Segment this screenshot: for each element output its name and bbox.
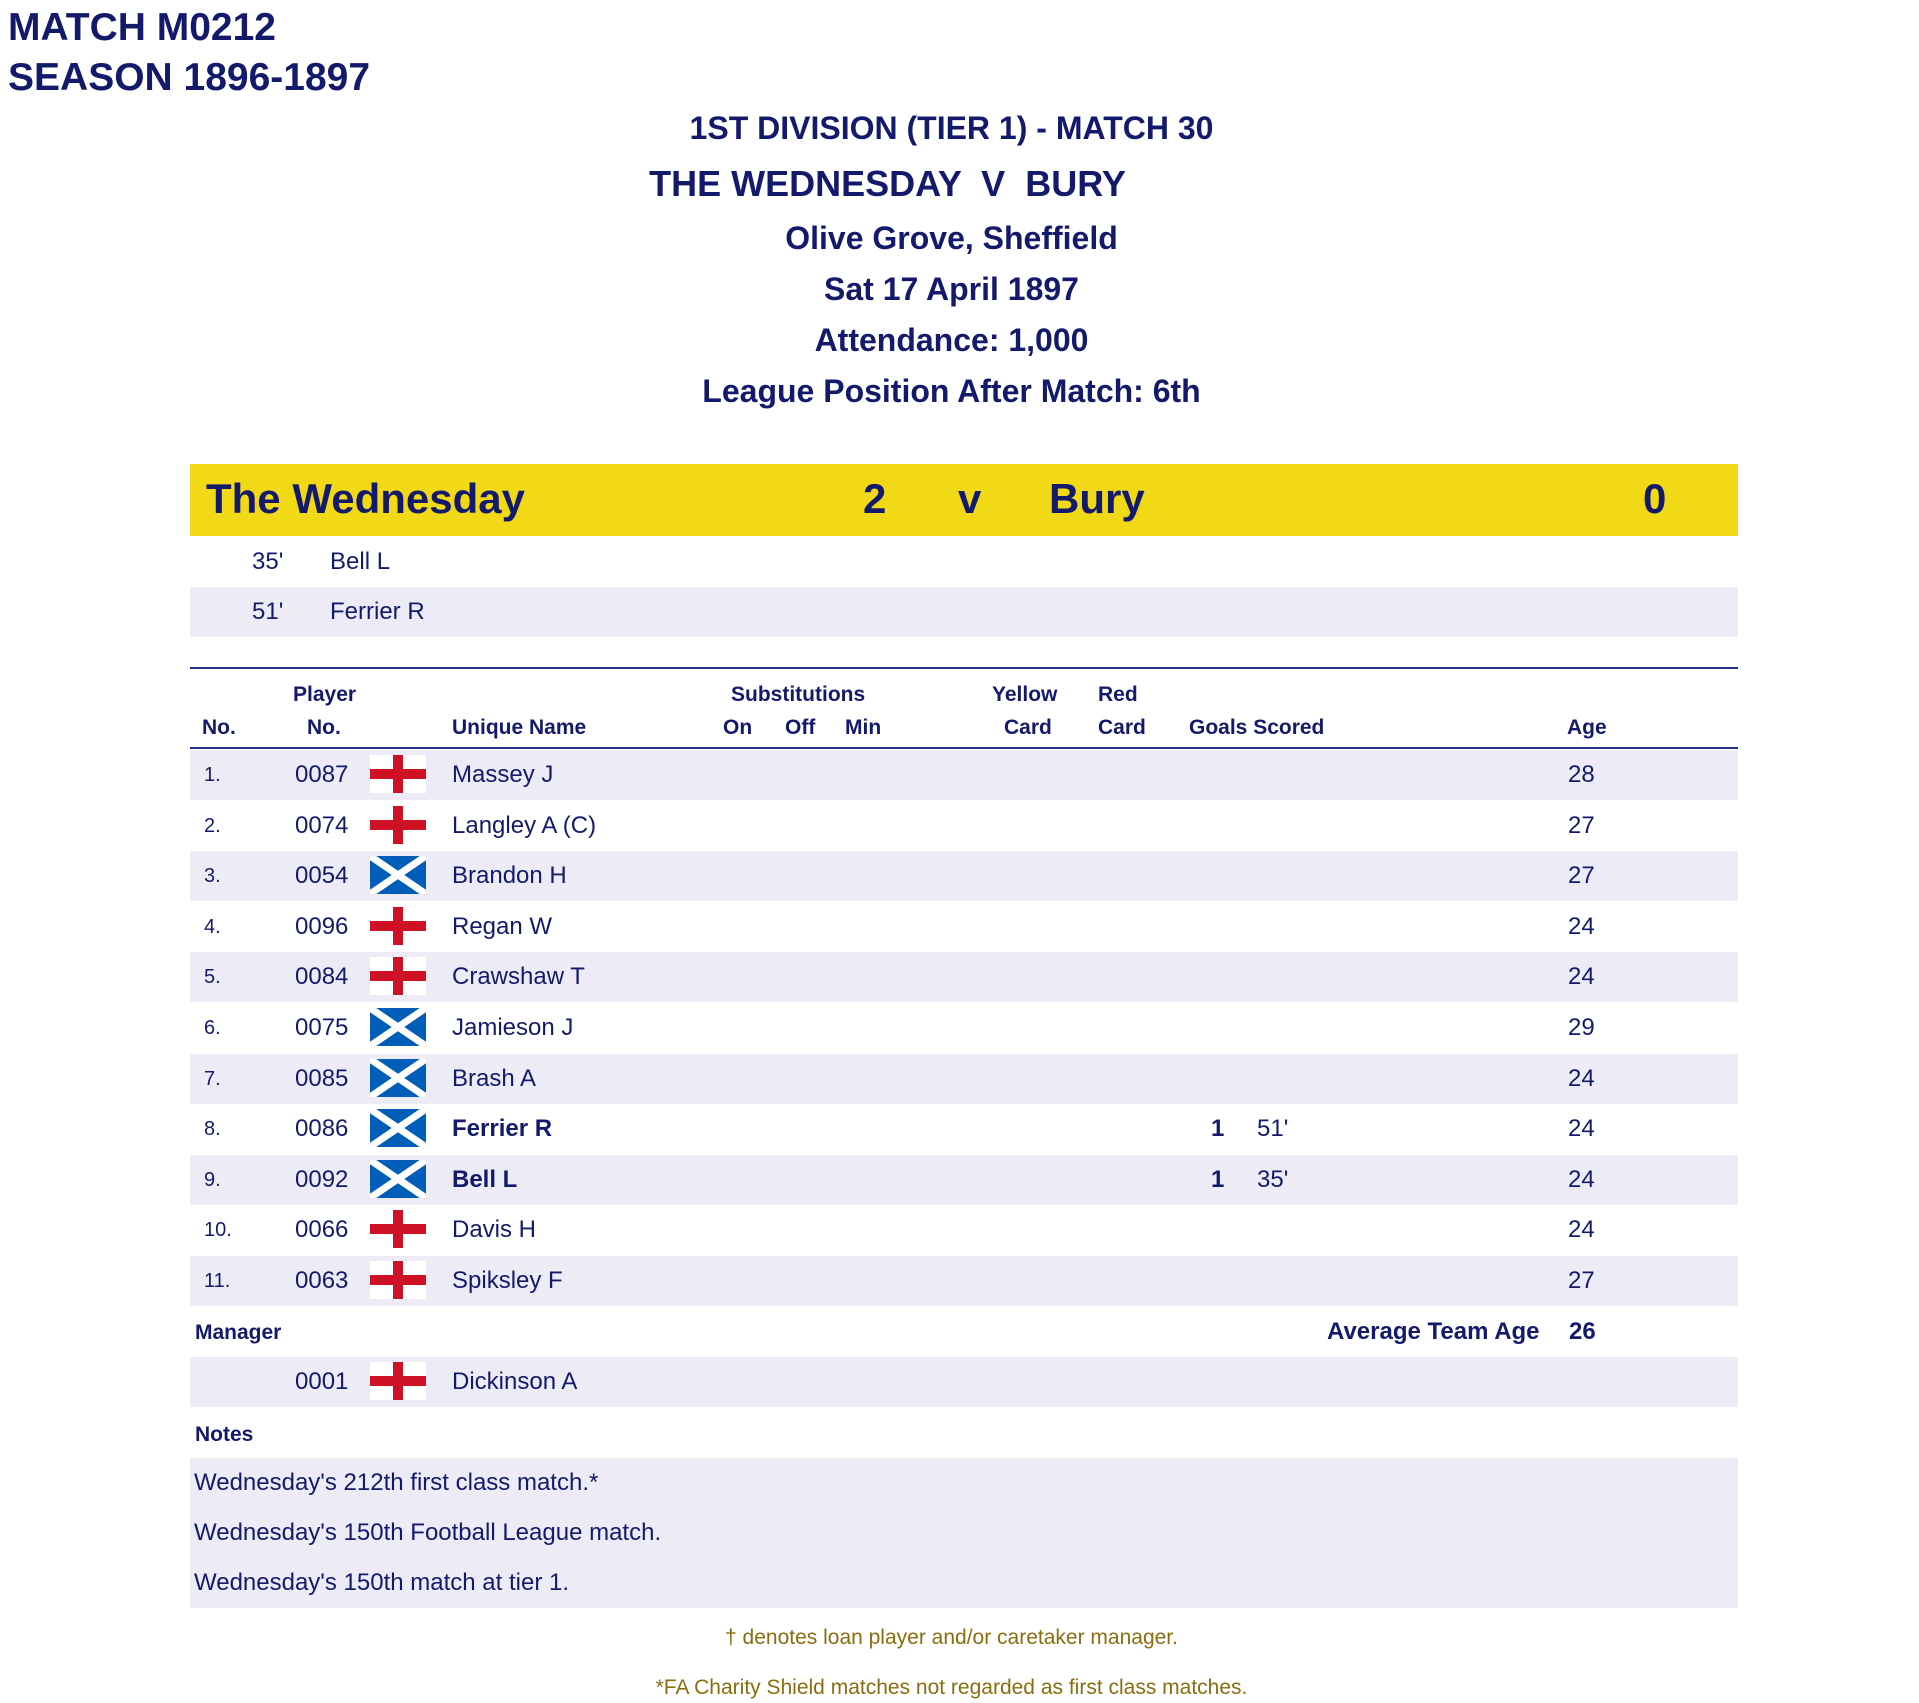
- player-name: Spiksley F: [452, 1267, 563, 1294]
- shirt-no: 6.: [204, 1017, 221, 1039]
- shirt-no: 5.: [204, 966, 221, 989]
- england-flag-icon: [370, 806, 426, 844]
- season-label: SEASON 1896-1897: [8, 56, 371, 99]
- note-item: Wednesday's 150th Football League match.: [194, 1519, 662, 1546]
- versus-label: v: [958, 475, 982, 522]
- player-no: 0085: [295, 1064, 349, 1092]
- goal-event-row: [190, 587, 1738, 637]
- player-no: 0087: [295, 761, 349, 788]
- player-no: 0066: [295, 1216, 349, 1244]
- fixture-title: THE WEDNESDAY V BURY: [649, 163, 1126, 204]
- player-no: 0092: [295, 1165, 349, 1193]
- player-age: 24: [1568, 963, 1595, 991]
- manager-label: Manager: [195, 1321, 282, 1344]
- col-no: No.: [202, 716, 236, 739]
- attendance: Attendance: 1,000: [814, 322, 1089, 358]
- away-team-name: Bury: [1049, 475, 1145, 522]
- goal-event-scorer: Ferrier R: [330, 598, 425, 625]
- table-row: [190, 750, 1738, 800]
- player-no: 0054: [295, 862, 349, 890]
- scotland-flag-icon: [370, 1160, 426, 1198]
- player-name: Brash A: [452, 1064, 537, 1092]
- player-name: Regan W: [452, 912, 553, 940]
- col-red-bottom: Card: [1098, 716, 1146, 739]
- goals-count: 1: [1211, 1115, 1225, 1143]
- england-flag-icon: [370, 907, 426, 945]
- player-no: 0096: [295, 912, 349, 940]
- shirt-no: 11.: [204, 1270, 231, 1292]
- table-row: [190, 952, 1738, 1002]
- table-row: [190, 902, 1738, 952]
- scotland-flag-icon: [370, 1109, 426, 1147]
- table-row: [190, 1003, 1738, 1053]
- league-position: League Position After Match: 6th: [702, 373, 1201, 409]
- manager-row: [190, 1357, 1738, 1407]
- shirt-no: 7.: [204, 1067, 221, 1090]
- shirt-no: 10.: [204, 1219, 232, 1242]
- scotland-flag-icon: [370, 1008, 426, 1046]
- shirt-no: 9.: [204, 1168, 221, 1191]
- player-age: 27: [1568, 862, 1595, 890]
- shirt-no: 2.: [204, 814, 221, 837]
- table-row: [190, 1155, 1738, 1205]
- col-min: Min: [845, 716, 882, 739]
- player-age: 24: [1568, 1216, 1595, 1244]
- goals-count: 1: [1211, 1165, 1225, 1193]
- average-age-value: 26: [1569, 1318, 1596, 1345]
- player-age: 24: [1568, 1165, 1595, 1193]
- player-name: Ferrier R: [452, 1115, 553, 1143]
- goal-event-minute: 51': [252, 598, 284, 625]
- footnote-charity-shield: *FA Charity Shield matches not regarded as first class matches.: [655, 1676, 1248, 1699]
- venue: Olive Grove, Sheffield: [785, 220, 1118, 256]
- goal-event-row: [190, 537, 1738, 587]
- col-yellow-top: Yellow: [992, 683, 1058, 706]
- player-no: 0074: [295, 811, 349, 839]
- player-name: Langley A (C): [452, 811, 597, 839]
- england-flag-icon: [370, 1261, 426, 1299]
- goal-minute: 35': [1257, 1165, 1289, 1193]
- player-name: Crawshaw T: [452, 963, 585, 991]
- table-row: [190, 1256, 1738, 1306]
- player-no: 0086: [295, 1115, 349, 1143]
- col-on: On: [723, 716, 753, 739]
- goal-event-scorer: Bell L: [330, 548, 391, 575]
- shirt-no: 4.: [204, 915, 221, 938]
- table-row: [190, 851, 1738, 901]
- average-age-label: Average Team Age: [1327, 1318, 1540, 1345]
- shirt-no: 3.: [204, 865, 221, 888]
- player-name: Davis H: [452, 1216, 537, 1244]
- player-name: Bell L: [452, 1165, 518, 1193]
- manager-player-no: 0001: [295, 1368, 349, 1395]
- col-age: Age: [1567, 716, 1607, 739]
- notes-block: [190, 1458, 1738, 1608]
- col-player-no-top: Player: [293, 683, 357, 706]
- player-age: 27: [1568, 1267, 1595, 1294]
- note-item: Wednesday's 150th match at tier 1.: [194, 1569, 570, 1596]
- england-flag-icon: [370, 957, 426, 995]
- shirt-no: 8.: [204, 1118, 221, 1141]
- player-age: 28: [1568, 761, 1595, 788]
- player-name: Massey J: [452, 761, 554, 788]
- note-item: Wednesday's 212th first class match.*: [194, 1469, 599, 1496]
- goal-event-minute: 35': [252, 548, 284, 575]
- table-header-rule: [190, 747, 1738, 749]
- england-flag-icon: [370, 1210, 426, 1248]
- away-goals: 0: [1643, 475, 1667, 522]
- player-age: 24: [1568, 912, 1595, 940]
- col-yellow-bottom: Card: [1004, 716, 1052, 739]
- manager-name: Dickinson A: [452, 1368, 578, 1395]
- scotland-flag-icon: [370, 1059, 426, 1097]
- player-name: Brandon H: [452, 862, 567, 890]
- table-top-rule: [190, 667, 1738, 669]
- match-date: Sat 17 April 1897: [824, 271, 1079, 307]
- shirt-no: 1.: [204, 764, 221, 786]
- match-code: MATCH M0212: [8, 6, 276, 49]
- col-substitutions: Substitutions: [731, 683, 866, 706]
- notes-label: Notes: [195, 1423, 254, 1446]
- table-row: [190, 801, 1738, 851]
- player-age: 24: [1568, 1115, 1595, 1143]
- player-no: 0063: [295, 1267, 349, 1294]
- player-no: 0084: [295, 963, 349, 991]
- col-red-top: Red: [1098, 683, 1138, 706]
- england-flag-icon: [370, 1362, 426, 1400]
- england-flag-icon: [370, 755, 426, 793]
- scotland-flag-icon: [370, 856, 426, 894]
- player-age: 27: [1568, 811, 1595, 839]
- col-player-no-bottom: No.: [307, 716, 341, 739]
- footnote-loan: † denotes loan player and/or caretaker manager.: [725, 1626, 1178, 1649]
- player-name: Jamieson J: [452, 1014, 574, 1041]
- table-row: [190, 1205, 1738, 1255]
- score-banner: [190, 464, 1738, 536]
- table-row: [190, 1054, 1738, 1104]
- player-age: 29: [1568, 1014, 1595, 1041]
- competition-title: 1ST DIVISION (TIER 1) - MATCH 30: [689, 110, 1214, 146]
- player-age: 24: [1568, 1064, 1595, 1092]
- goal-minute: 51': [1257, 1115, 1289, 1143]
- col-off: Off: [785, 716, 816, 739]
- home-goals: 2: [863, 475, 887, 522]
- col-unique-name: Unique Name: [452, 716, 587, 739]
- player-no: 0075: [295, 1014, 349, 1041]
- col-goals-scored: Goals Scored: [1189, 716, 1325, 739]
- home-team-name: The Wednesday: [206, 475, 525, 522]
- table-row: [190, 1104, 1738, 1154]
